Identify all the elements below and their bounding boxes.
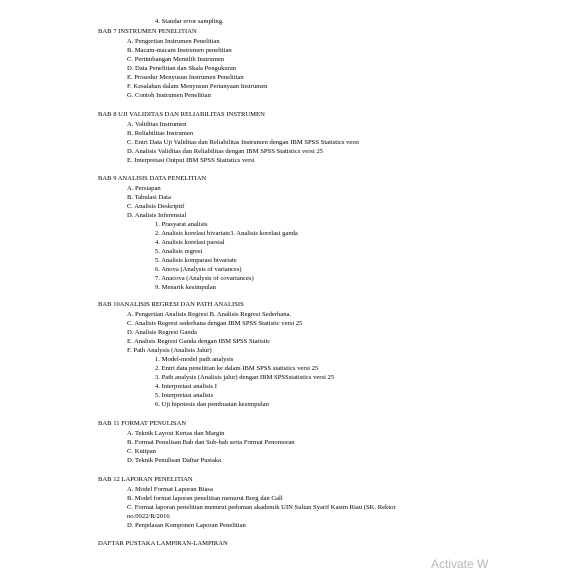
list-item: D. Analisis Validitas dan Reliabilitas dengan IBM SPSS Statistics versi 25	[127, 148, 324, 155]
list-item: A. Teknik Layout Kertas dan Margin	[127, 430, 225, 437]
list-item: B. Tabulasi Data	[127, 194, 171, 201]
list-item: F. Path Analysis (Analisis Jalur)	[127, 347, 212, 354]
list-item: 5. Analisis regresi	[155, 248, 203, 255]
list-item: 1. Prasyarat analisis	[155, 221, 208, 228]
list-item: 3. Path analysis (Analisis jalur) dengan IBM SPSSstatistics versi 25	[155, 374, 335, 381]
list-item: B. Macam-macam Instrumen penelitian	[127, 47, 232, 54]
list-item: G. Contoh Instrumen Penelitian	[127, 92, 211, 99]
list-item: A. Persiapan	[127, 185, 161, 192]
list-item: B. Format Penulisan Bab dan Sub-bab serta Format Penomoran	[127, 439, 295, 446]
list-item: 6. Uji hipotesis dan pembuatan kesimpulan	[155, 401, 269, 408]
list-item: D. Analisis Inferensial	[127, 212, 187, 219]
list-item: D. Data Penelitian dan Skala Pengukuran	[127, 65, 237, 72]
chapter-heading: BAB 9 ANALISIS DATA PENELITIAN	[98, 175, 207, 182]
list-item: D. Penjelasan Komponen Laporan Penelitian	[127, 522, 246, 529]
list-item: E. Prosedur Menyusun Instrumen Penelitian	[127, 74, 244, 81]
list-item: E. Analisis Regresi Ganda dengan IBM SPSS Statistic	[127, 338, 271, 345]
list-item: 6. Anova (Analysis of variances)	[155, 266, 242, 273]
list-item: D. Analisis Regresi Ganda	[127, 329, 197, 336]
list-item: B. Model format laporan penelitian menurut Borg dan Gall	[127, 495, 283, 502]
activate-windows-watermark: Activate W	[431, 557, 489, 571]
list-item: C. Entri Data Uji Validitas dan Reliabilitas Instrumen dengan IBM SPSS Statistics versi	[127, 139, 359, 146]
list-item: C. Kutipan	[127, 448, 156, 455]
list-item: C. Analisis Deskriptif	[127, 203, 185, 210]
chapter-heading: BAB 10ANALISIS REGRESI DAN PATH ANALISIS	[98, 301, 244, 308]
list-item: no.0922/R/2016	[127, 513, 170, 520]
list-item: D. Teknik Penulisan Daftar Pustaka	[127, 457, 222, 464]
list-item: A. Model Format Laporan Biasa	[127, 486, 213, 493]
list-item: B. Reliabilitas Instrumen	[127, 130, 194, 137]
list-item: A. Validitas Instrumen	[127, 121, 187, 128]
chapter-heading: BAB 8 UJI VALIDITAS DAN RELIABILITAS INSTRUMEN	[98, 111, 265, 118]
list-item: 4. Standar error sampling.	[155, 18, 224, 25]
list-item: 2. Entri data penelitian ke dalam IBM SPSS statistics versi 25	[155, 365, 319, 372]
list-item: 7. Anacova (Analysis of covariances)	[155, 275, 254, 282]
list-item: 5. Analisis komparasi bivariate	[155, 257, 237, 264]
chapter-heading: BAB 12 LAPORAN PENELITIAN	[98, 476, 193, 483]
list-item: 4. Analisis korelasi parsial	[155, 239, 225, 246]
list-item: A. Pengertian Instrumen Penelitian	[127, 38, 220, 45]
chapter-heading: DAFTAR PUSTAKA LAMPIRAN-LAMPIRAN	[98, 540, 228, 547]
list-item: C. Format laporan penelitian menurut pedoman akademik UIN Sultan Syarif Kasim Riau (SK. Rektor	[127, 504, 396, 511]
chapter-heading: BAB 11 FORMAT PENULISAN	[98, 420, 187, 427]
list-item: 1. Model-model path analysis	[155, 356, 234, 363]
list-item: 2. Analisis korelasi bivariate3. Analisis korelasi ganda	[155, 230, 298, 237]
list-item: C. Analisis Regresi sederhana dengan IBM SPSS Statistic versi 25	[127, 320, 303, 327]
list-item: E. Interpretasi Output IBM SPSS Statistics versi	[127, 157, 255, 164]
list-item: 9. Menarik kesimpulan	[155, 284, 216, 291]
list-item: 4. Interpretasi analisis I	[155, 383, 217, 390]
list-item: A. Pengertian Analisis Regresi B. Analisis Regresi Sederhana.	[127, 311, 292, 318]
chapter-heading: BAB 7 INSTRUMEN PENELITIAN	[98, 28, 197, 35]
list-item: C. Pertimbangan Memilih Instrumen	[127, 56, 225, 63]
list-item: F. Kesalahan dalam Menyusun Pertanyaan Instrumen	[127, 83, 268, 90]
list-item: 5. Interpretasi analisis	[155, 392, 214, 399]
